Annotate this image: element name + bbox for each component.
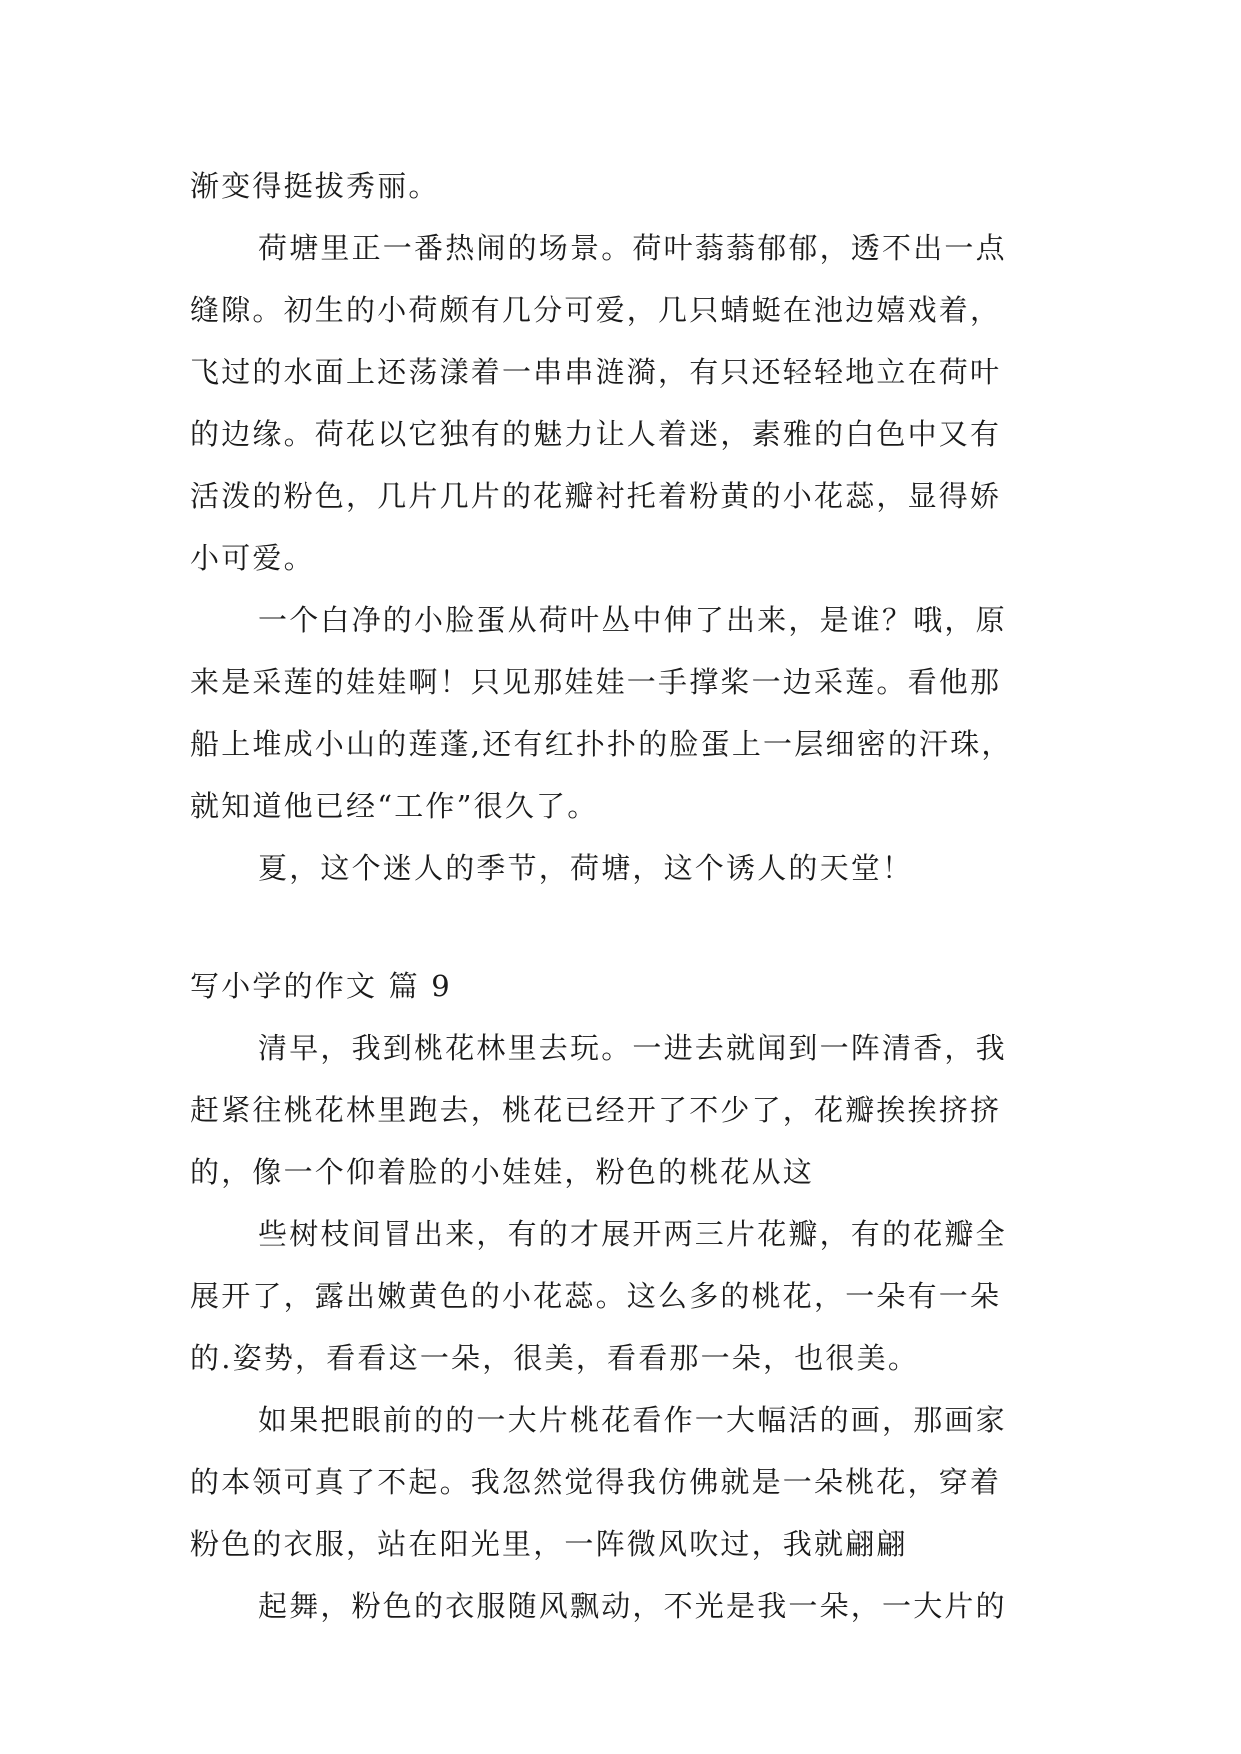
text-line: 一个白净的小脸蛋从荷叶丛中伸了出来，是谁？哦，原: [258, 603, 1007, 637]
section-heading: 写小学的作文 篇 9: [190, 969, 452, 1003]
text-line: 的本领可真了不起。我忽然觉得我仿佛就是一朵桃花，穿着: [190, 1465, 1002, 1499]
text-line: 活泼的粉色，几片几片的花瓣衬托着粉黄的小花蕊，显得娇: [190, 479, 1002, 513]
text-line: 展开了，露出嫩黄色的小花蕊。这么多的桃花，一朵有一朵: [190, 1279, 1002, 1313]
text-line: 赶紧往桃花林里跑去，桃花已经开了不少了，花瓣挨挨挤挤: [190, 1093, 1002, 1127]
text-line: 就知道他已经“工作”很久了。: [190, 789, 599, 823]
text-line: 小可爱。: [190, 541, 315, 575]
text-line: 渐变得挺拔秀丽。: [190, 169, 440, 203]
text-line: 些树枝间冒出来，有的才展开两三片花瓣，有的花瓣全: [258, 1217, 1007, 1251]
text-line: 起舞，粉色的衣服随风飘动，不光是我一朵，一大片的: [258, 1589, 1007, 1623]
text-line: 飞过的水面上还荡漾着一串串涟漪，有只还轻轻地立在荷叶: [190, 355, 1002, 389]
document-page: [190, 155, 1070, 1637]
text-line: 夏，这个迷人的季节，荷塘，这个诱人的天堂！: [258, 851, 914, 885]
text-line: 如果把眼前的的一大片桃花看作一大幅活的画，那画家: [258, 1403, 1007, 1437]
text-line: 的，像一个仰着脸的小娃娃，粉色的桃花从这: [190, 1155, 815, 1189]
text-line: 粉色的衣服，站在阳光里，一阵微风吹过，我就翩翩: [190, 1527, 908, 1561]
text-line: 船上堆成小山的莲蓬,还有红扑扑的脸蛋上一层细密的汗珠，: [190, 727, 1013, 761]
text-line: 的边缘。荷花以它独有的魅力让人着迷，素雅的白色中又有: [190, 417, 1002, 451]
section-gap: [190, 899, 1070, 955]
text-line: 缝隙。初生的小荷颇有几分可爱，几只蜻蜓在池边嬉戏着，: [190, 293, 1002, 327]
text-line: 的.姿势，看看这一朵，很美，看看那一朵，也很美。: [190, 1341, 920, 1375]
text-line: 荷塘里正一番热闹的场景。荷叶蓊蓊郁郁，透不出一点: [258, 231, 1007, 265]
text-line: 来是采莲的娃娃啊！只见那娃娃一手撑桨一边采莲。看他那: [190, 665, 1002, 699]
text-line: 清早，我到桃花林里去玩。一进去就闻到一阵清香，我: [258, 1031, 1007, 1065]
